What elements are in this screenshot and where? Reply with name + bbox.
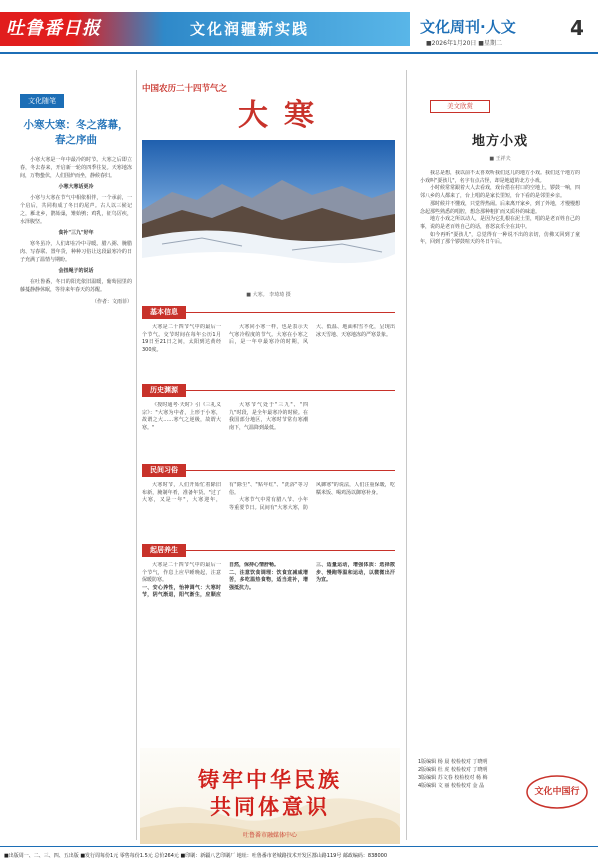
paragraph: 大寒是二十四节气中的最后一个节气，作息上应早睡晚起，注意保暖防寒。 xyxy=(142,562,221,584)
section-body-history xyxy=(142,402,395,454)
banner-title xyxy=(140,766,400,826)
feature-photo xyxy=(142,140,395,288)
snow-landscape-image xyxy=(142,140,395,288)
page-header xyxy=(0,0,598,56)
logo-text: 文化中国行 xyxy=(534,787,580,797)
editorial-staff xyxy=(418,758,518,818)
ethnic-unity-banner xyxy=(140,748,400,844)
right-column-tag: 美文欣赏 xyxy=(430,100,490,113)
paragraph: 大寒节气中常有腊八节、小年等重要节日。民间有"大寒大寒，防风御寒"的说法，人们注重保暖，吃糯米饭、喝鸡汤以御寒补身。 xyxy=(229,482,395,511)
subheading: 会扭绳子的说话 xyxy=(58,268,94,274)
paragraph: 一、安心养性，怡神调气：大寒时节，阴气渐退，阳气渐生，应顺应自然，保持心情舒畅。 xyxy=(142,562,280,599)
banner-line-2: 共同体意识 xyxy=(210,794,330,819)
banner-credit: 吐鲁番市融媒体中心 xyxy=(242,832,297,839)
paragraph: 我总是想，我以前不太喜欢听我们这儿的地方小戏。我们这个地方的小戏叫"耍孩儿"，名字有点古怪，却是地道的北方小戏。 xyxy=(420,170,580,184)
photo-caption: ■ 大寒。 李琦琦 摄 xyxy=(246,292,291,298)
feature-title: 大寒 xyxy=(238,98,330,133)
section-rule xyxy=(186,390,395,391)
staff-line: 2版编辑 杜 虎 校检校对 丁晓明 xyxy=(418,767,488,773)
section-body-health xyxy=(142,562,395,742)
header-rule xyxy=(0,52,598,54)
page-number: 4 xyxy=(570,16,584,40)
footer-rule xyxy=(0,846,598,847)
section-label: 民间习俗 xyxy=(142,464,186,477)
section-body-basic-info xyxy=(142,324,395,376)
left-column-tag: 文化随笔 xyxy=(20,94,64,108)
section-label: 基本信息 xyxy=(142,306,186,319)
section-rule xyxy=(186,470,395,471)
subheading: 小寒大寒话更冷 xyxy=(58,184,94,190)
paragraph: 三、适量运动，增强体质：选择散步、慢跑等温和运动，以微微出汗为宜。 xyxy=(316,562,395,584)
banner-line-1: 铸牢中华民族 xyxy=(198,767,342,792)
paragraph: 如今再听"耍孩儿"，总觉得有一种说不出的亲切，仿佛又回到了童年，回到了那个锣鼓喧天的冬日午后。 xyxy=(420,231,580,246)
page-footer: ■出版周一、二、三、四、五出版 ■发行周每份1元 零售每份1.5元 总价264元 ■印刷：新疆八艺印刷厂 地址：吐鲁番市老城路技术开发区鄯山路119号 邮政编码：838000 xyxy=(4,853,388,859)
section-label: 起居养生 xyxy=(142,544,186,557)
culture-china-logo xyxy=(524,770,590,814)
paragraph: 大寒同小寒一样，也是表示天气寒冷程度的节气。大寒在小寒之后，是一年中最寒冷的时期，风大、低温、地面积雪不化，呈现出冰天雪地、天寒地冻的严寒景象。 xyxy=(229,324,395,346)
paragraph: 寒冬虽冷，人们却在冷中寻暖。腊八粥、腌腊肉、写春联、置年货，种种习俗让这段最寒冷的日子充满了温情与期盼。 xyxy=(20,241,132,263)
right-column-author: ■ 王祥夫 xyxy=(489,156,511,162)
column-divider xyxy=(406,70,407,840)
dateline: ■2026年1月20日 ■星期二 xyxy=(426,40,502,47)
paragraph: 小寒与大寒在节气中相依相伴，一个承前，一个启后，共同构成了冬日的尾声。古人以三候记之，雁北乡，鹊始巢，雉始鸲；鸡乳，征鸟厉疾，水泽腹坚。 xyxy=(20,195,132,225)
paragraph: 大寒是二十四节气中的最后一个节气。交节时间在每年公历1月19日至21日之间，太阳到达黄经300度。 xyxy=(142,324,221,353)
section-rule xyxy=(186,550,395,551)
paragraph: 大寒时节，人们开始忙着除旧布新，腌制年肴，准备年货。"过了大寒，又是一年"，大寒迎年，有"除尘"、"贴年红"、"洗浴"等习俗。 xyxy=(142,482,308,504)
left-column-article xyxy=(20,88,132,843)
byline: （作者：文雨菲） xyxy=(91,299,132,305)
paragraph: 《授时通考·天时》引《三礼义宗》："大寒为中者，上形于小寒，故谓之大……寒气之逆极，故谓大寒。" xyxy=(142,402,221,431)
staff-line: 1版编辑 杨 晨 校检校对 丁晓明 xyxy=(418,759,488,765)
paper-logo: 吐鲁番日报 xyxy=(6,18,101,39)
column-divider xyxy=(136,70,137,840)
paragraph: 大寒节气处于"三九"、"四九"时段，是全年最寒冷的时候。在我国部分地区，大寒时节常有寒潮南下，气温降到最低。 xyxy=(229,402,308,431)
paragraph: 那时候并不懂戏，只觉得热闹。后来离开家乡，到了外地，才慢慢想念起那些熟悉的唱腔，想念那种粗犷而又质朴的味道。 xyxy=(420,200,580,215)
feature-kicker: 中国农历二十四节气之 xyxy=(142,84,228,94)
staff-line: 4版编辑 文 丽 校检校对 金 晶 xyxy=(418,783,485,789)
section-body-customs xyxy=(142,482,395,534)
section-title: 文化周刊·人文 xyxy=(420,18,516,36)
paragraph: 二、注意饮食调理：饮食宜减咸增苦，多吃温热食物，适当进补，增强抵抗力。 xyxy=(229,569,308,591)
staff-line: 3版编辑 苏文春 校检校对 杨 梅 xyxy=(418,775,488,781)
subheading: 食补"三九"好年 xyxy=(58,230,94,236)
paragraph: 小时候常常跟着大人去看戏，戏台搭在村口的空地上，锣鼓一响，四邻八乡的人都来了，台上唱的是家长里短，台下看的是邻里乡亲。 xyxy=(420,185,580,200)
right-column-body xyxy=(420,170,580,745)
section-label: 历史渊源 xyxy=(142,384,186,397)
paragraph: 地方小戏之所以动人，是因为它扎根在泥土里，唱的是老百姓自己的事，说的是老百姓自己的话，喜怒哀乐全在其中。 xyxy=(420,216,580,230)
section-rule xyxy=(186,312,395,313)
left-column-title: 小寒大寒：冬之落幕，春之序曲 xyxy=(23,119,129,146)
paragraph: 在吐鲁番，冬日的阳光依旧温暖，葡萄园里的藤蔓静静休眠，等待来年春天的苏醒。 xyxy=(20,279,132,293)
right-column-title: 地方小戏 xyxy=(471,134,528,149)
header-slogan: 文化润疆新实践 xyxy=(190,20,310,38)
left-column-body xyxy=(20,156,132,306)
paragraph: 小寒大寒是一年中最冷的时节。大寒之后即立春，冬去春来，开启新一轮的四季往复。天寒地冻间，万物蛰伏，人们围炉而坐，静候春归。 xyxy=(20,157,132,179)
